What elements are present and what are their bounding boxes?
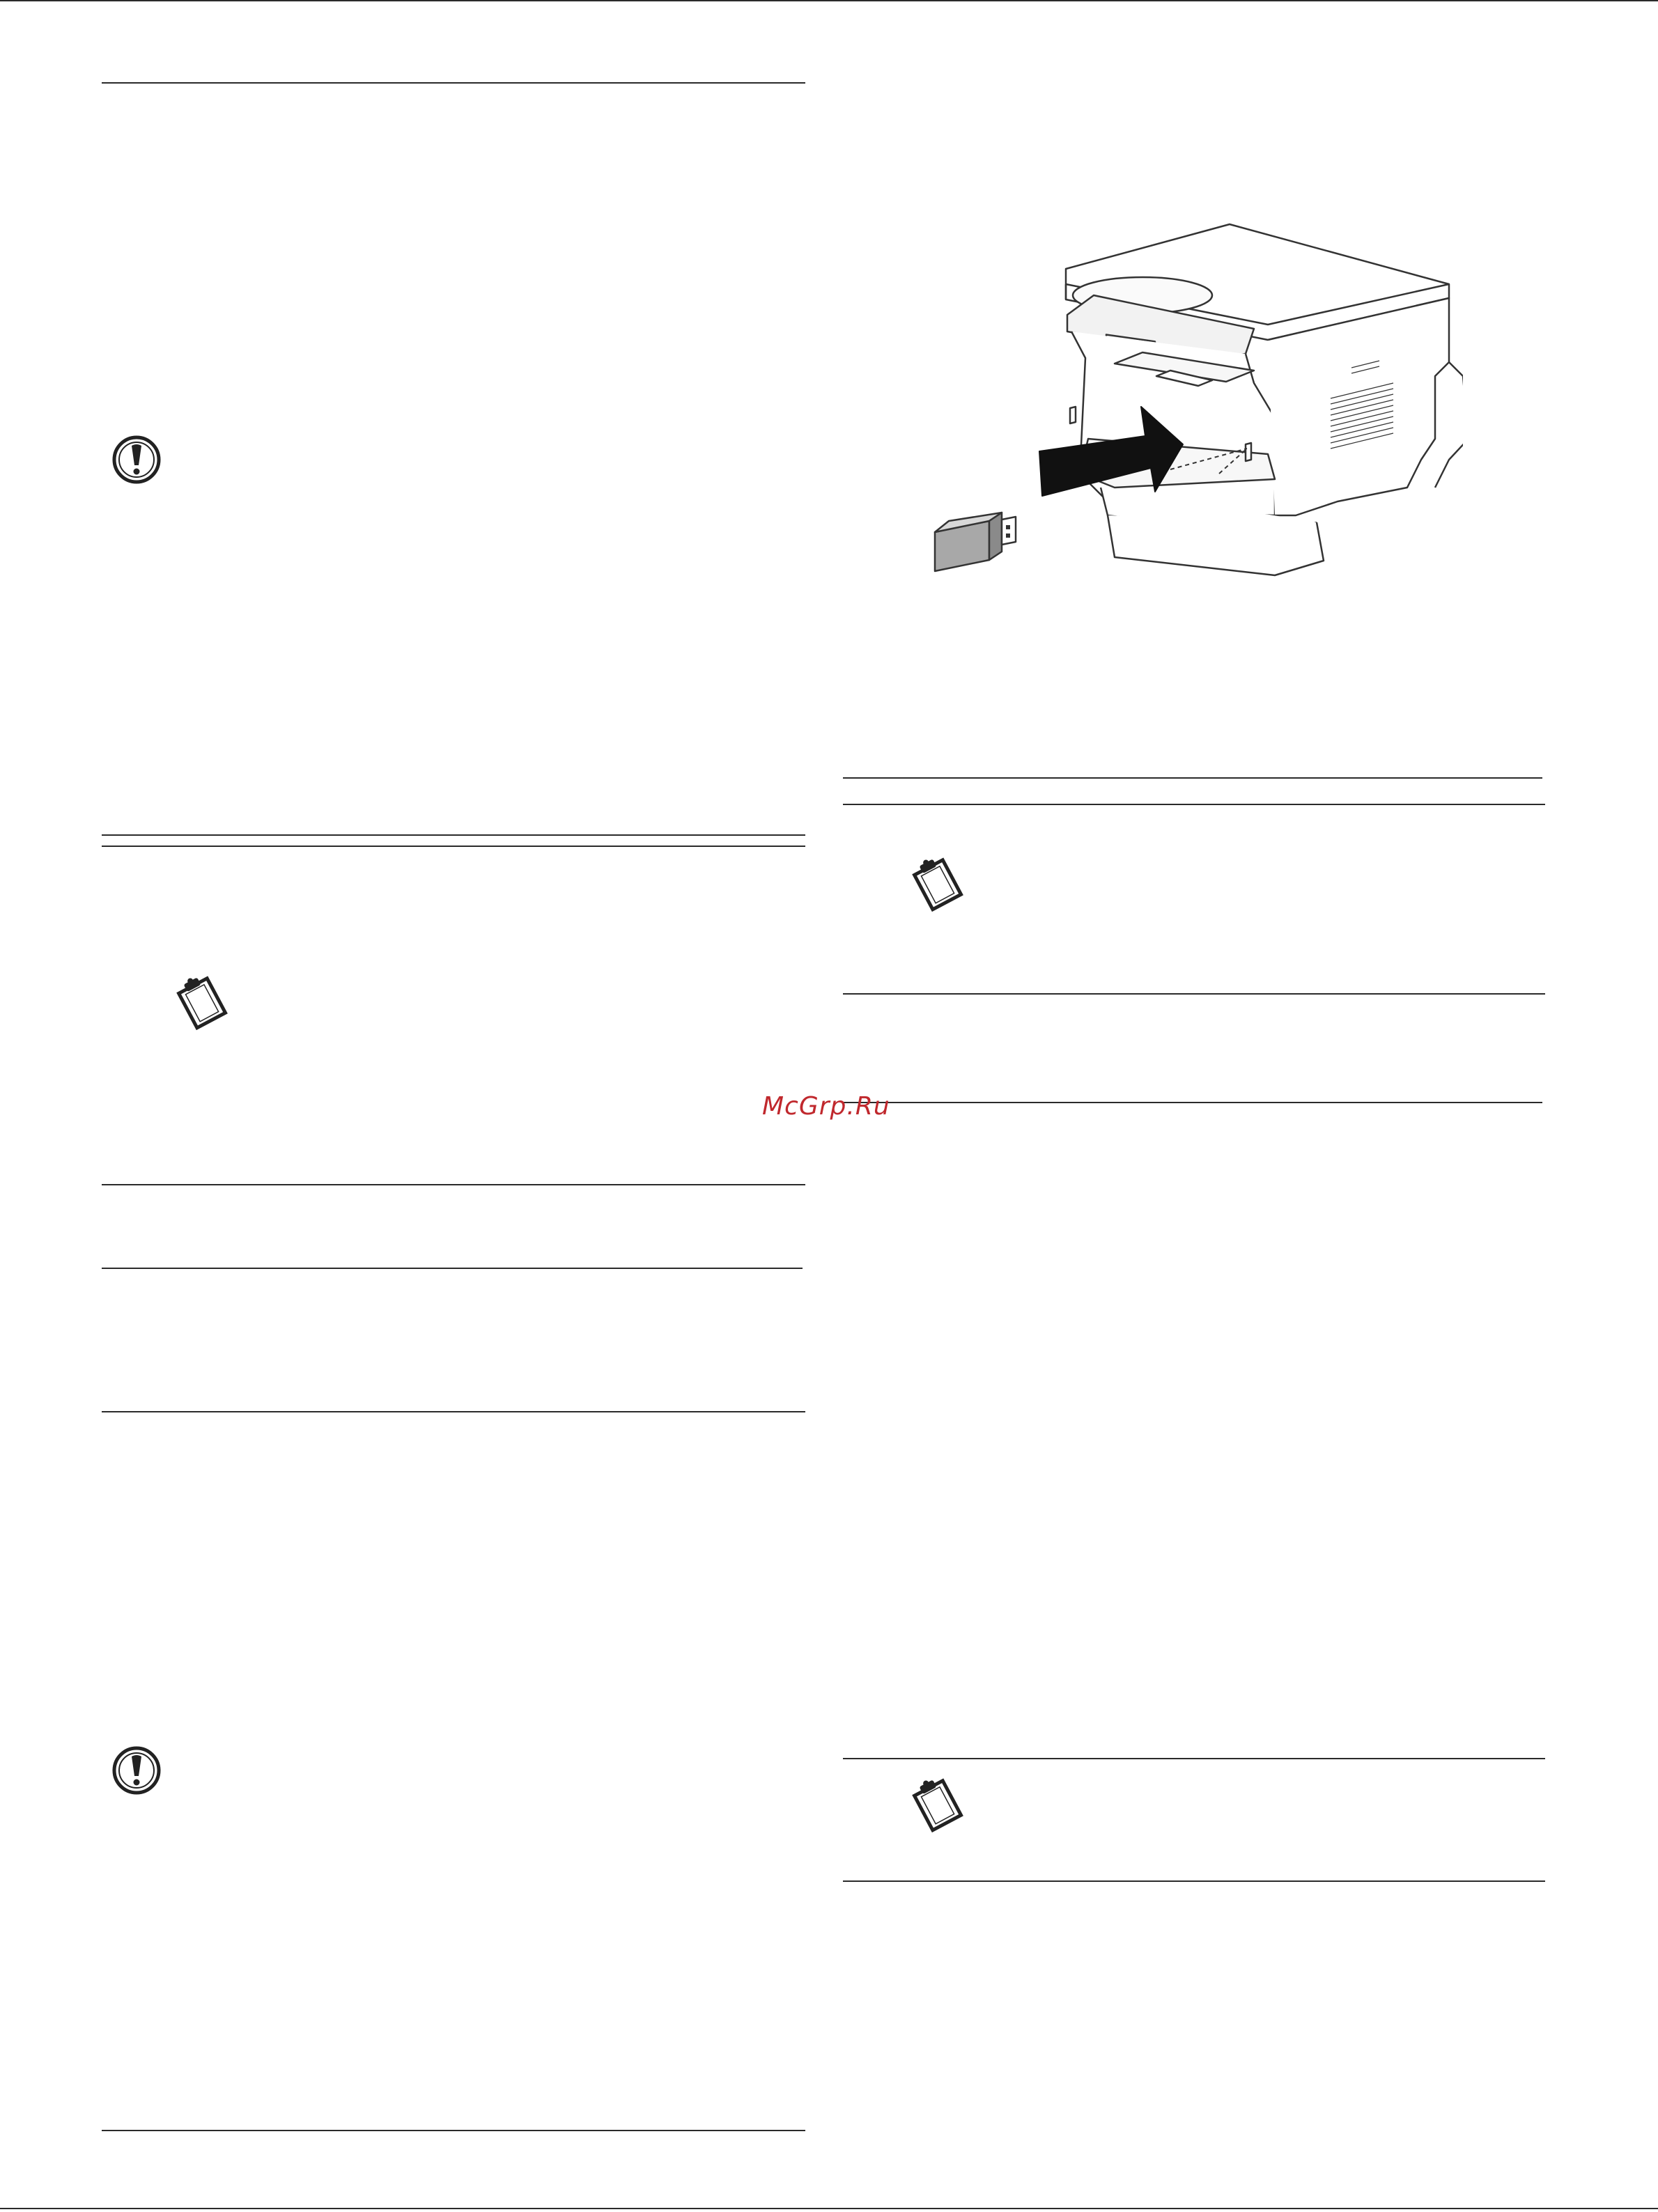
left-rule-3 [102, 846, 805, 847]
watermark: McGrp.Ru [762, 1092, 890, 1121]
left-rule-6 [102, 1411, 805, 1412]
right-rule-3 [843, 993, 1545, 995]
right-rule-2 [843, 804, 1545, 805]
right-rule-4 [843, 1102, 1542, 1103]
right-rule-1 [843, 777, 1542, 779]
left-rule-1 [102, 82, 805, 84]
left-rule-7 [102, 2130, 805, 2131]
note-icon [906, 1775, 970, 1833]
right-rule-6 [843, 1880, 1545, 1882]
note-icon [170, 972, 234, 1031]
left-rule-5 [102, 1268, 803, 1269]
note-icon [906, 854, 970, 912]
left-rule-2 [102, 834, 805, 836]
page-top-border [0, 0, 1658, 1]
page-bottom-border [0, 2208, 1658, 2209]
caution-icon [110, 433, 163, 486]
left-rule-4 [102, 1184, 805, 1185]
caution-icon [110, 1744, 163, 1797]
printer-usb-illustration [906, 209, 1463, 585]
right-rule-5 [843, 1758, 1545, 1759]
